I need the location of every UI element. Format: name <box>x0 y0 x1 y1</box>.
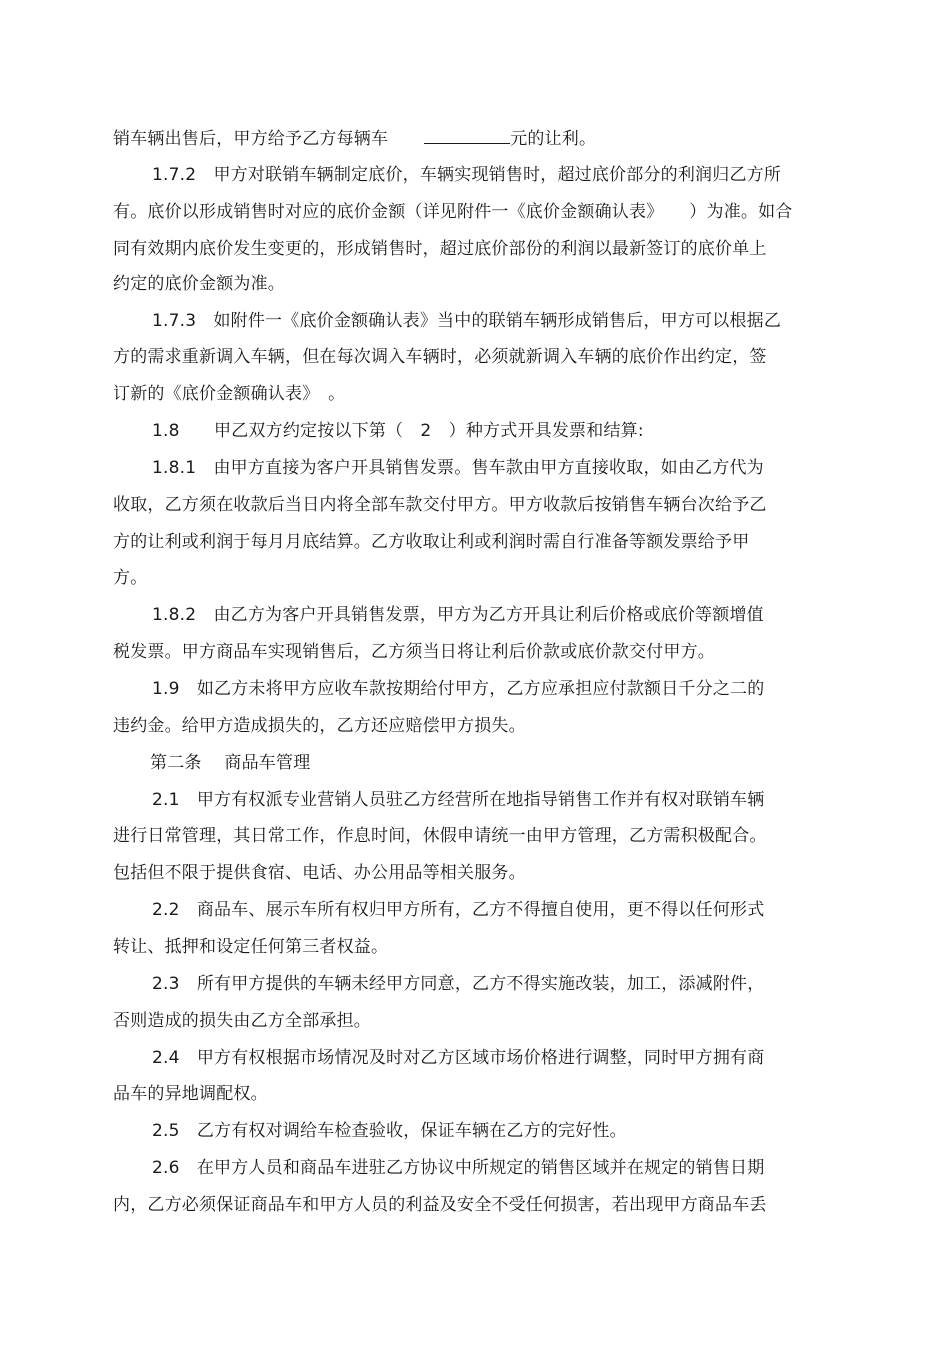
text-line: 2.1 甲方有权派专业营销人员驻乙方经营所在地指导销售工作并有权对联销车辆 <box>152 790 765 810</box>
text-line: 2.4 甲方有权根据市场情况及时对乙方区域市场价格进行调整，同时甲方拥有商 <box>152 1048 765 1068</box>
text-line: 内，乙方必须保证商品车和甲方人员的利益及安全不受任何损害，若出现甲方商品车丢 <box>113 1195 767 1215</box>
text-line <box>113 127 596 150</box>
text-line: 有。底价以形成销售时对应的底价金额（详见附件一《底价金额确认表》 ）为准。如合 <box>113 202 793 222</box>
text-line: 方的让利或利润于每月月底结算。乙方收取让利或利润时需自行准备等额发票给予甲 <box>113 532 750 552</box>
text-line: 1.8 甲乙双方约定按以下第（ 2 ）种方式开具发票和结算: <box>152 421 644 441</box>
line-text: 销车辆出售后，甲方给予乙方每辆车 <box>113 129 389 149</box>
text-line: 品车的异地调配权。 <box>113 1084 268 1104</box>
section-heading: 第二条 商品车管理 <box>150 753 311 773</box>
text-line: 方。 <box>113 568 148 588</box>
blank-field <box>424 127 510 144</box>
text-line: 方的需求重新调入车辆，但在每次调入车辆时，必须就新调入车辆的底价作出约定，签 <box>113 347 767 367</box>
text-line: 约定的底价金额为准。 <box>113 274 285 294</box>
line-text: 元的让利。 <box>510 129 597 149</box>
text-line: 2.3 所有甲方提供的车辆未经甲方同意，乙方不得实施改装，加工，添减附件， <box>152 974 765 994</box>
text-line: 2.2 商品车、展示车所有权归甲方所有，乙方不得擅自使用，更不得以任何形式 <box>152 900 765 920</box>
text-line: 进行日常管理，其日常工作，作息时间，休假申请统一由甲方管理，乙方需积极配合。 <box>113 826 767 846</box>
text-line: 包括但不限于提供食宿、电话、办公用品等相关服务。 <box>113 863 526 883</box>
text-line: 2.5 乙方有权对调给车检查验收，保证车辆在乙方的完好性。 <box>152 1121 627 1141</box>
text-line: 收取，乙方须在收款后当日内将全部车款交付甲方。甲方收款后按销售车辆台次给予乙 <box>113 495 767 515</box>
text-line: 转让、抵押和设定任何第三者权益。 <box>113 937 389 957</box>
text-line: 同有效期内底价发生变更的，形成销售时，超过底价部份的利润以最新签订的底价单上 <box>113 239 767 259</box>
text-line: 2.6 在甲方人员和商品车进驻乙方协议中所规定的销售区域并在规定的销售日期 <box>152 1158 765 1178</box>
text-line: 1.7.2 甲方对联销车辆制定底价，车辆实现销售时，超过底价部分的利润归乙方所 <box>152 165 782 185</box>
text-line: 税发票。甲方商品车实现销售后，乙方须当日将让利后价款或底价款交付甲方。 <box>113 642 715 662</box>
text-line: 1.8.2 由乙方为客户开具销售发票，甲方为乙方开具让利后价格或底价等额增值 <box>152 605 764 625</box>
text-line: 否则造成的损失由乙方全部承担。 <box>113 1011 371 1031</box>
text-line: 1.7.3 如附件一《底价金额确认表》当中的联销车辆形成销售后，甲方可以根据乙 <box>152 311 782 331</box>
text-line: 订新的《底价金额确认表》 。 <box>113 384 346 404</box>
text-line: 1.8.1 由甲方直接为客户开具销售发票。售车款由甲方直接收取，如由乙方代为 <box>152 458 764 478</box>
text-line: 违约金。给甲方造成损失的，乙方还应赔偿甲方损失。 <box>113 716 526 736</box>
text-line: 1.9 如乙方未将甲方应收车款按期给付甲方，乙方应承担应付款额日千分之二的 <box>152 679 765 699</box>
